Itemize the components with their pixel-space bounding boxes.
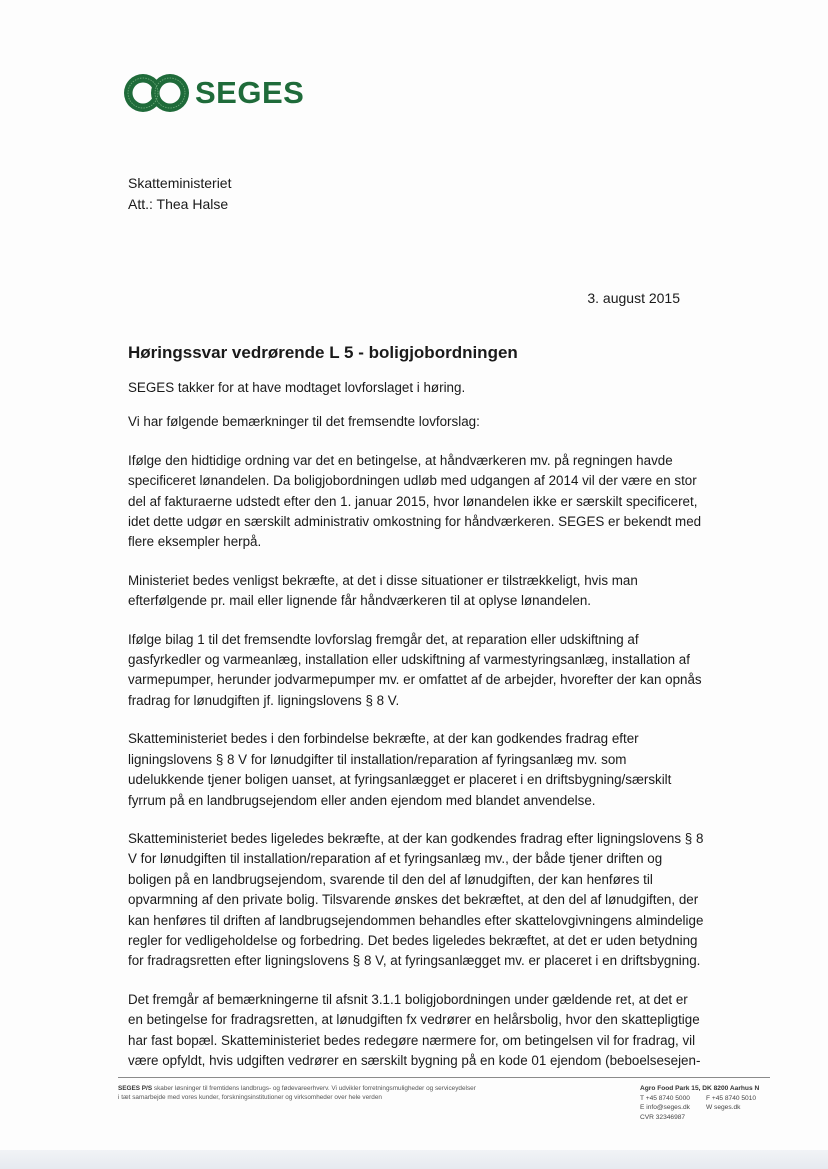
paragraph: Ministeriet bedes venligst bekræfte, at det i disse situationer er tilstrækkeligt, hvis man efterfølgende pr. mail eller lignende får håndværkeren til at oplyse lønandelen. <box>128 572 638 609</box>
recipient-attention: Att.: Thea Halse <box>128 196 229 212</box>
paragraph: Det fremgår af bemærkningerne til afsnit 3.1.1 boligjobordningen under gældende ret, at det er en betingelse for fradragsretten, at lønudgiften fx vedrører en helårsbolig, hvor den skattepligtige har fast bopæl. Skatteministeriet bedes redegøre nærmere for, om betingelsen vil for fradrag, vil være opfyldt, hvis udgiften vedrører en særskilt bygning på en kode 01 ejendom (beboelsesejen- <box>128 991 701 1068</box>
footer-divider <box>118 1077 770 1078</box>
scan-edge <box>0 1150 828 1169</box>
letter-body <box>128 378 706 1089</box>
paragraph: Ifølge bilag 1 til det fremsendte lovforslag fremgår det, at reparation eller udskiftning af gasfyrkedler og varmeanlæg, installation eller udskiftning af varmestyringsanlæg, installation af varmepumper, herunder jodvarmepumper mv. er omfattet af de arbejder, hvorefter der kan opnås fradrag for lønudgiften jf. ligningslovens § 8 V. <box>128 631 702 708</box>
letter-title: Høringssvar vedrørende L 5 - boligjobordningen <box>128 343 518 362</box>
footer-phone: T +45 8740 5000 <box>640 1094 690 1102</box>
recipient-name: Skatteministeriet <box>128 175 232 191</box>
footer-email: E info@seges.dk <box>640 1104 690 1111</box>
footer-address: Agro Food Park 15, DK 8200 Aarhus N <box>640 1085 760 1092</box>
footer-contact <box>640 1084 780 1122</box>
letter-date: 3. august 2015 <box>587 290 680 306</box>
paragraph: Skatteministeriet bedes ligeledes bekræfte, at der kan godkendes fradrag efter ligningslovens § 8 V for lønudgiften til installation/reparation af et fyringsanlæg mv., der både tjener driften og boligen på en landbrugsejendom, svarende til den del af lønudgiften, der kan henføres til opvarmning af den private bolig. Tilsvarende ønskes det bekræftet, at den del af lønudgiften, der kan henføres til driften af landbrugsejendommen behandles efter skattelovgivningens almindelige regler for vedligeholdelse og forbedring. Det bedes ligeledes bekræftet, at det er uden betydning for fradragsretten efter ligningslovens § 8 V, at fyringsanlægget mv. er placeret i en driftsbygning. <box>128 830 704 969</box>
paragraph: Vi har følgende bemærkninger til det fremsendte lovforslag: <box>128 414 480 430</box>
footer-brand: SEGES P/S <box>118 1085 153 1092</box>
paragraph: Skatteministeriet bedes i den forbindelse bekræfte, at der kan godkendes fradrag efter ligningslovens § 8 V for lønudgifter til installation/reparation af fyringsanlæg mv. som udelukkende tjener boligen uanset, at fyringsanlægget er placeret i en driftsbygning/særskilt fyrrum på en landbrugsejendom eller anden ejendom med blandet anvendelse. <box>128 731 672 808</box>
paragraph: Ifølge den hidtidige ordning var det en betingelse, at håndværkeren mv. på regningen havde specificeret lønandelen. Da boligjobordningen udløb med udgangen af 2014 vil der være en stor del af fakturaerne udstedt efter den 1. januar 2015, hvor lønandelen ikke er særskilt specificeret, idet dette udgør en særskilt administrativ omkostning for håndværkeren. SEGES er bekendt med flere eksempler herpå. <box>128 452 702 550</box>
footer-fax: F +45 8740 5010 <box>706 1094 757 1102</box>
footer-description <box>118 1084 578 1102</box>
seges-logo-rings-icon <box>121 70 191 116</box>
recipient-block <box>128 173 231 215</box>
footer-web: W seges.dk <box>706 1104 741 1111</box>
paragraph: SEGES takker for at have modtaget lovforslaget i høring. <box>128 380 466 395</box>
footer-line-1: skaber løsninger til fremtidens landbrugs- og fødevareerhverv. Vi udvikler forretningsmuligheder og serviceydelser <box>153 1085 476 1092</box>
footer-cvr: CVR 32346987 <box>640 1113 686 1121</box>
seges-logo <box>121 70 304 116</box>
seges-logo-text: SEGES <box>195 75 305 110</box>
footer-line-2: i tæt samarbejde med vores kunder, forskningsinstitutioner og virksomheder over hele verden <box>118 1094 382 1101</box>
